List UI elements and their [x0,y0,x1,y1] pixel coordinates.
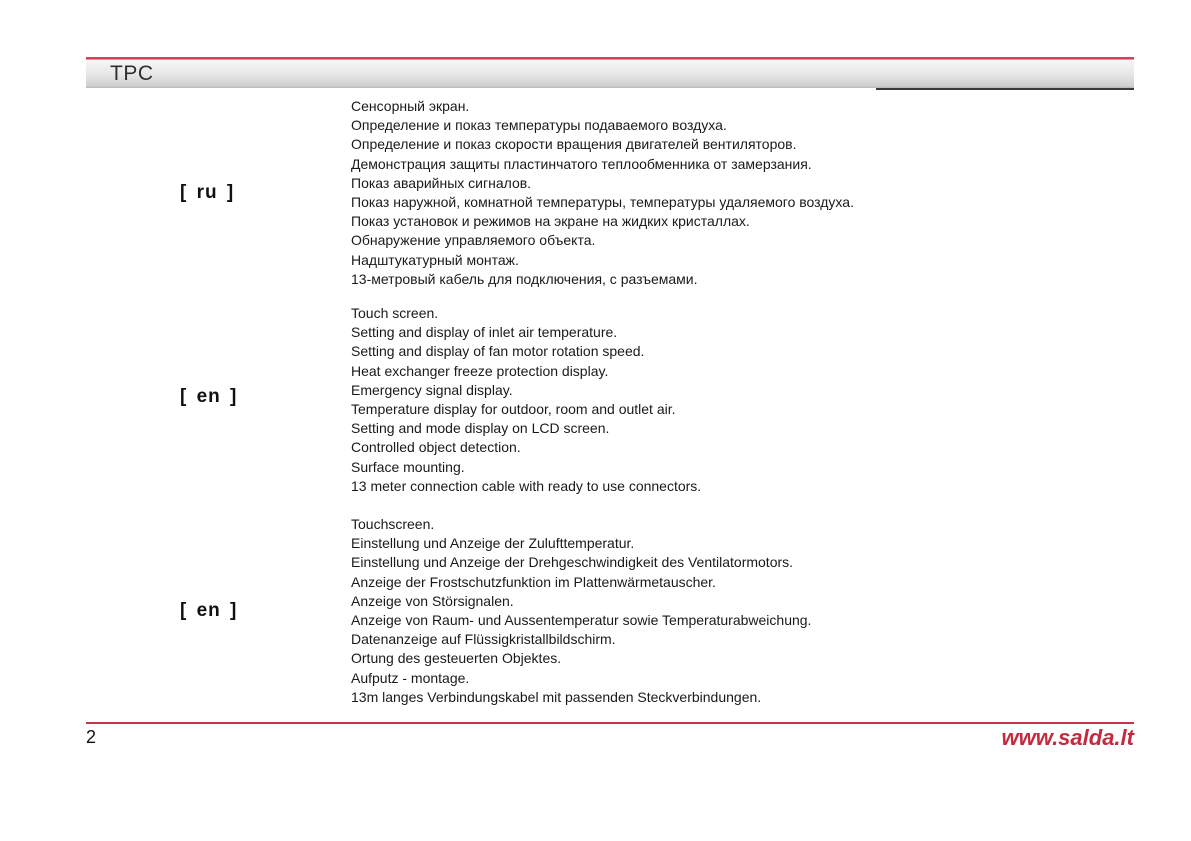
feature-line: Einstellung und Anzeige der Zulufttemperatur. [351,535,635,552]
feature-line: Touch screen. [351,305,439,321]
feature-line: Touchscreen. [351,516,435,532]
feature-line: Setting and mode display on LCD screen. [351,420,610,437]
feature-line: Emergency signal display. [351,381,513,398]
feature-list-en [351,304,701,496]
language-label-en: [ en ] [180,386,238,407]
feature-line: Надштукатурный монтаж. [351,251,519,268]
feature-line: Ortung des gesteuerten Objektes. [351,650,562,667]
page-title: TPC [110,62,154,85]
feature-line: Сенсорный экран. [351,98,470,114]
feature-line: Temperature display for outdoor, room and outlet air. [351,400,676,417]
feature-line: 13 meter connection cable with ready to use connectors. [351,477,702,494]
page-number: 2 [86,727,97,747]
feature-line: Surface mounting. [351,458,465,475]
footer-divider [86,722,1134,724]
header-bar [86,57,1134,88]
feature-line: Aufputz - montage. [351,669,470,686]
feature-line: Anzeige von Störsignalen. [351,592,514,609]
feature-line: Определение и показ температуры подаваемого воздуха. [351,117,727,134]
feature-list-ru [351,97,854,289]
header-underline [876,88,1134,90]
feature-line: Setting and display of fan motor rotation speed. [351,343,645,360]
feature-line: 13-метровый кабель для подключения, с разъемами. [351,270,698,287]
language-label-ru: [ ru ] [180,182,235,203]
feature-line: Heat exchanger freeze protection display. [351,362,609,379]
feature-line: Einstellung und Anzeige der Drehgeschwindigkeit des Ventilatormotors. [351,554,794,571]
feature-list-de [351,515,811,707]
feature-line: Демонстрация защиты пластинчатого теплообменника от замерзания. [351,155,812,172]
feature-line: Показ аварийных сигналов. [351,174,532,191]
website-link[interactable]: www.salda.lt [1001,725,1134,750]
feature-line: Anzeige von Raum- und Aussentemperatur sowie Temperaturabweichung. [351,611,812,628]
feature-line: Определение и показ скорости вращения двигателей вентиляторов. [351,136,797,153]
feature-line: Обнаружение управляемого объекта. [351,232,596,249]
feature-line: Anzeige der Frostschutzfunktion im Plattenwärmetauscher. [351,573,716,590]
feature-line: Setting and display of inlet air temperature. [351,324,618,341]
language-label-de: [ en ] [180,600,238,621]
feature-line: Datenanzeige auf Flüssigkristallbildschirm. [351,631,616,648]
feature-line: Показ установок и режимов на экране на жидких кристаллах. [351,213,750,230]
feature-line: Controlled object detection. [351,439,521,456]
feature-line: 13m langes Verbindungskabel mit passenden Steckverbindungen. [351,688,762,705]
feature-line: Показ наружной, комнатной температуры, температуры удаляемого воздуха. [351,193,854,210]
